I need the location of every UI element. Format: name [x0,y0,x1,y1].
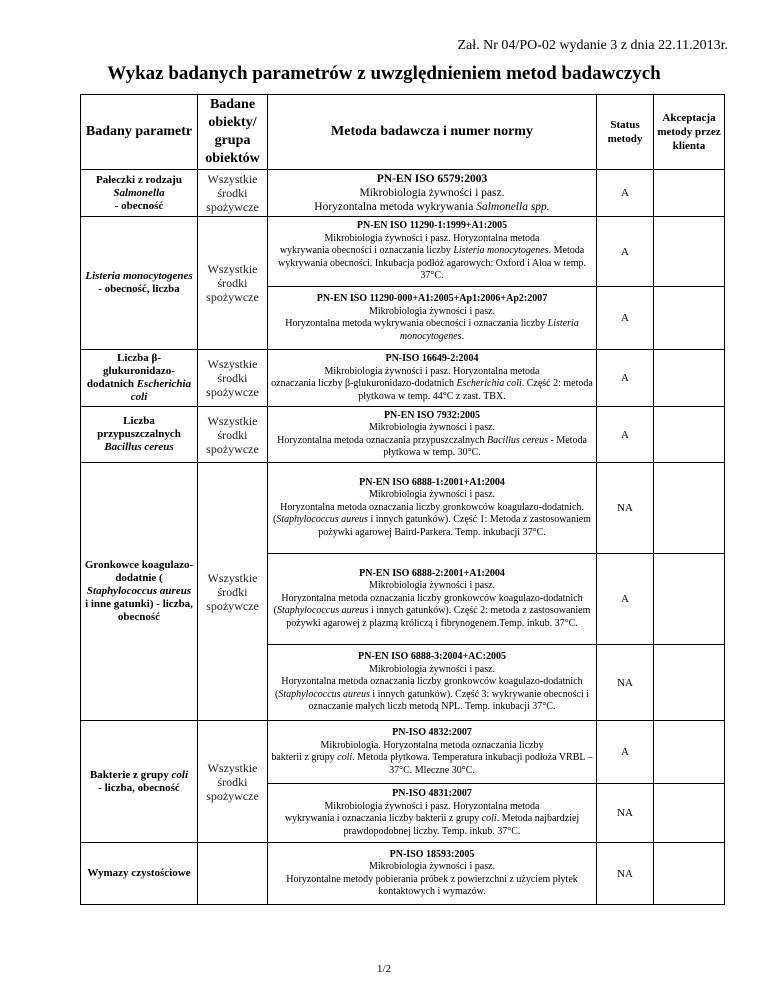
method-species: Listeria monocytogenes [453,245,549,257]
method-tail: i innych gatunków). Część 1: Metoda z zastosowaniem pożywki agarowej Baird-Parkera. Temp. inkubacji 37°C. [318,514,591,538]
norm-number: PN-ISO 16649-2:2004 [385,353,479,364]
method-intro: Mikrobiologia żywności i pasz. [368,580,496,592]
objects-cell: Wszystkie środki spożywcze [198,407,268,463]
method-text: oznaczania liczby β-glukuronidazo-dodatnich [271,378,457,389]
method-text: wykrywania obecności i oznaczania liczby [279,245,454,257]
param-species: coli [171,768,189,781]
method-tail: . Metoda najbardziej prawdopodobnej liczby. Temp. inkub. 37°C. [343,813,580,837]
method-species: Salmonella spp. [476,201,550,213]
client-acceptance-cell[interactable] [654,463,725,554]
client-acceptance-cell[interactable] [654,645,725,721]
param-text: Pałeczki z rodzaju [96,173,182,186]
status-cell: A [597,407,654,463]
param-text: Bakterie z grupy [89,768,169,781]
objects-cell: Wszystkie środki spożywcze [198,170,268,217]
method-intro: Mikrobiologia żywności i pasz. [368,305,496,317]
method-intro: Mikrobiologia żywności i pasz. [368,489,496,501]
table-row [81,217,725,287]
client-acceptance-cell[interactable] [654,843,725,905]
param-text: Liczba β-glukuronidazo-dodatnich [86,352,175,390]
objects-cell [198,843,268,905]
param-cell [81,217,198,350]
param-text: Liczba przypuszczalnych [97,415,181,440]
objects-cell: Wszystkie środki spożywcze [198,350,268,407]
method-tail: . [461,330,465,342]
param-text: Wymazy czystościowe [87,867,191,879]
method-cell [268,463,597,554]
method-intro: Mikrobiologia żywności i pasz. [368,422,496,433]
param-cell [81,170,198,217]
document-title: Wykaz badanych parametrów z uwzględnieniem metod badawczych [107,63,661,84]
page-number: 1/2 [376,963,392,975]
method-species: Staphylococcus aureus [276,605,369,617]
client-acceptance-cell[interactable] [654,554,725,645]
objects-cell: Wszystkie środki spożywcze [198,721,268,843]
method-text: Horyzontalna metoda oznaczania przypuszczalnych [277,434,487,446]
method-tail: . Metoda płytkowa. Temperatura inkubacji podłoża VRBL – 37°C. Mleczne 30°C. [352,752,593,776]
param-cell [81,721,198,843]
norm-number: PN-ISO 18593:2005 [389,848,475,860]
status-cell: A [597,217,654,287]
method-text: Horyzontalna metoda oznaczania liczby gronkowców koagulazo-dodatnich. ( [273,501,584,526]
method-cell [268,645,597,721]
header-param: Badany parametr [81,95,198,170]
client-acceptance-cell[interactable] [654,407,725,463]
table-row [81,721,725,784]
method-cell [268,784,597,843]
method-cell [268,843,597,905]
norm-number: PN-EN ISO 11290-1:1999+A1:2005 [356,220,508,232]
method-text: Horyzontalna metoda wykrywania obecności i oznaczania liczby [285,318,548,329]
table-body [81,170,725,905]
method-intro: Mikrobiologia. Horyzontalna metoda oznaczania liczby [320,739,544,751]
method-text: Horyzontalna metoda oznaczania liczby gronkowców koagulazo-dodatnich ( [273,592,583,617]
document-reference: Zał. Nr 04/PO-02 wydanie 3 z dnia 22.11.2013r. [457,38,728,53]
method-cell [268,350,597,407]
status-cell: A [597,554,654,645]
header-objects: Badane obiekty/ grupa obiektów [198,95,268,170]
table-header-row [81,95,725,170]
method-species: Staphylococcus aureus [276,514,368,526]
method-cell [268,170,597,217]
method-text: bakterii z grupy [271,752,338,763]
param-species: Bacillus cereus [104,441,174,453]
client-acceptance-cell[interactable] [654,170,725,217]
param-cell [81,463,198,721]
method-intro: Mikrobiologia żywności i pasz. [368,861,496,872]
method-species: Staphylococcus aureus [278,688,370,700]
method-text: Horyzontalne metody pobierania próbek z powierzchni z użyciem płytek kontaktowych i wymazów. [286,873,578,897]
method-text: Horyzontalna metoda oznaczania liczby gronkowców koagulazo-dodatnich ( [274,676,583,700]
objects-cell: Wszystkie środki spożywcze [198,463,268,721]
norm-number: PN-ISO 4831:2007 [392,788,472,799]
table-row [81,350,725,407]
param-suffix: i inne gatunki) - liczba, obecność [85,598,193,623]
param-suffix: - liczba, obecność [98,781,180,794]
client-acceptance-cell[interactable] [654,287,725,350]
norm-number: PN-EN ISO 6888-3:2004+AC:2005 [358,651,506,663]
method-species: coli [337,752,353,763]
table-row [81,843,725,905]
method-cell [268,287,597,350]
status-cell: NA [597,463,654,554]
status-cell: A [597,287,654,350]
norm-number: PN-EN ISO 7932:2005 [383,409,481,421]
method-intro: Mikrobiologia żywności i pasz. [359,187,505,199]
param-species: Listeria monocytogenes [85,270,193,282]
param-cell [81,843,198,905]
param-suffix: - obecność [114,199,164,212]
table-row [81,463,725,554]
status-cell: NA [597,784,654,843]
param-cell [81,350,198,407]
param-suffix: - obecność, liczba [98,283,180,295]
method-tail: i innych gatunków). Część 3: wykrywanie obecności i oznaczanie małych liczb metodą NPL. Temp. inkubacji 37°C. [308,688,590,713]
norm-number: PN-EN ISO 11290-000+A1:2005+Ap1:2006+Ap2:2007 [316,293,548,304]
method-intro: Mikrobiologia żywności i pasz. [368,663,496,675]
objects-cell: Wszystkie środki spożywcze [198,217,268,350]
header-status: Status metody [597,95,654,170]
norm-number: PN-EN ISO 6579:2003 [376,173,488,185]
method-species: Escherichia coli [456,378,522,389]
method-intro: Mikrobiologia żywności i pasz. Horyzontalna metoda [324,365,540,377]
client-acceptance-cell[interactable] [654,721,725,784]
norm-number: PN-ISO 4832:2007 [392,727,472,738]
status-cell: A [597,350,654,407]
param-cell [81,407,198,463]
header-method: Metoda badawcza i numer normy [268,95,597,170]
method-tail: - Metoda płytkowa w temp. 30°C. [383,434,587,458]
status-cell: NA [597,645,654,721]
param-species: Staphylococcus aureus [86,585,192,597]
method-tail: . Część 2: metoda płytkowa w temp. 44°C z zast. TBX. [358,378,593,402]
method-cell [268,554,597,645]
method-text: wykrywania i oznaczania liczby bakterii z grupy [284,813,482,824]
method-tail: i innych gatunków). Część 2: metoda z zastosowaniem pożywki agarowej z plazmą króliczą i fibrynogenem.Temp. inkub. 37°C. [286,605,591,629]
status-cell: A [597,721,654,784]
client-acceptance-cell[interactable] [654,784,725,843]
status-cell: NA [597,843,654,905]
method-cell [268,217,597,287]
method-species: Listeria monocytogenes [399,318,579,342]
table-row [81,407,725,463]
status-cell: A [597,170,654,217]
method-cell [268,721,597,784]
header-accept: Akceptacja metody przez klienta [654,95,725,170]
param-species: Escherichia coli [130,378,192,403]
table-row [81,170,725,217]
method-text: Horyzontalna metoda wykrywania [314,201,477,213]
param-text: Gronkowce koagulazo-dodatnie ( [84,559,194,584]
norm-number: PN-EN ISO 6888-2:2001+A1:2004 [359,567,505,579]
method-intro: Mikrobiologia żywności i pasz. Horyzontalna metoda [324,232,540,244]
norm-number: PN-EN ISO 6888-1:2001+A1:2004 [359,476,505,488]
method-cell [268,407,597,463]
parameters-table [80,94,725,905]
method-intro: Mikrobiologia żywności i pasz. Horyzontalna metoda [324,800,540,812]
method-species: Bacillus cereus [487,434,549,446]
client-acceptance-cell[interactable] [654,350,725,407]
param-species: Salmonella [113,186,165,199]
client-acceptance-cell[interactable] [654,217,725,287]
method-tail: . Metoda wykrywania obecności. Inkubacja podłóż agarowych: Oxford i Aloa w temp. 37°C. [278,245,586,282]
method-species: coli [481,813,497,824]
